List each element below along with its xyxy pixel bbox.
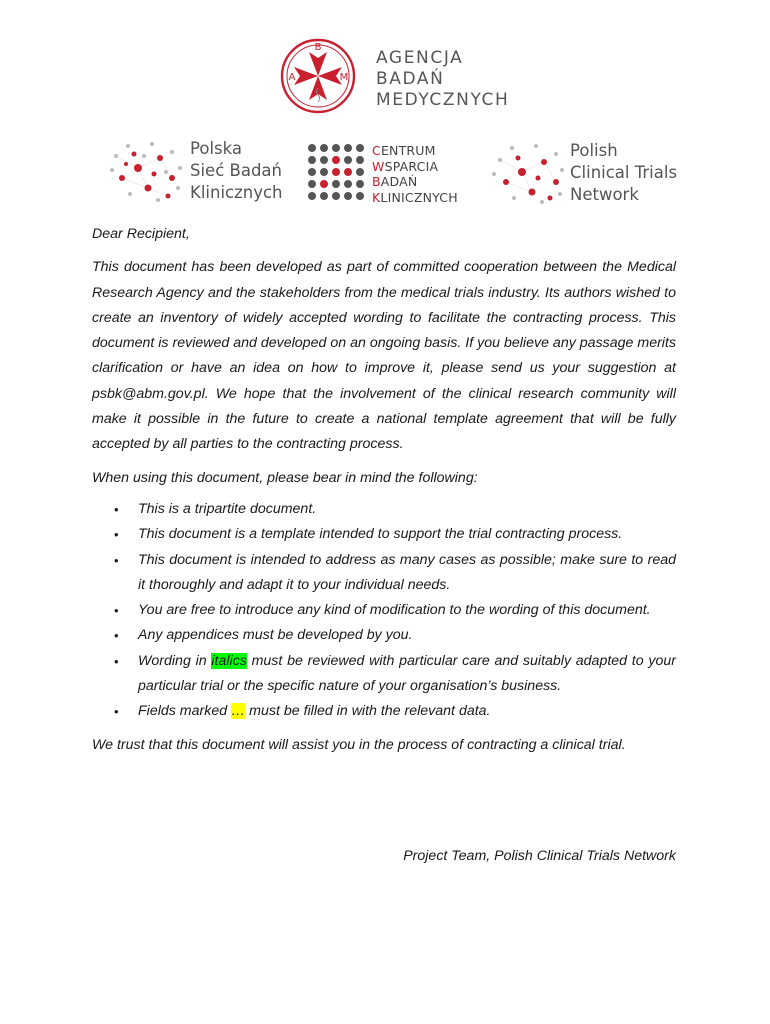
bullet-icon: • xyxy=(114,527,119,543)
dot-grid-icon xyxy=(306,142,368,208)
cwbk-name-line: KLINICZNYCH xyxy=(372,189,458,205)
list-item: • You are free to introduce any kind of modification to the wording of this document. xyxy=(92,598,676,623)
svg-text:M: M xyxy=(339,72,349,83)
signature: Project Team, Polish Clinical Trials Network xyxy=(403,848,676,864)
list-item: • This document is intended to address as many cases as possible; make sure to read it thoroughly and adapt it to your individual needs. xyxy=(92,548,676,599)
cwbk-name xyxy=(372,143,458,205)
bullet-icon: • xyxy=(114,552,119,568)
bullet-icon: • xyxy=(114,653,119,669)
cwbk-name-line: CENTRUM xyxy=(372,143,436,158)
svg-text:B: B xyxy=(314,42,322,53)
abm-logo xyxy=(272,36,522,116)
guidelines-list xyxy=(92,497,676,725)
network-dots-icon xyxy=(108,138,188,204)
letter-body xyxy=(92,222,676,758)
svg-text:A: A xyxy=(288,72,296,83)
network-dots-icon xyxy=(490,140,566,208)
salutation: Dear Recipient, xyxy=(92,226,190,242)
pctn-name-line: Polish xyxy=(570,141,618,160)
abm-name xyxy=(376,48,509,111)
cwbk-name-line: WSPARCIA xyxy=(372,158,439,174)
pctn-name-line: Clinical Trials xyxy=(570,163,678,182)
abm-name-line: BADAŃ xyxy=(376,69,445,89)
pscb-name-line: Sieć Badań xyxy=(190,161,282,180)
list-item: • Fields marked … must be filled in with the relevant data. xyxy=(92,699,676,724)
list-item: • Any appendices must be developed by you. xyxy=(92,623,676,648)
closing-paragraph: We trust that this document will assist you in the process of contracting a clinical trial. xyxy=(92,736,626,753)
list-item: • Wording in italics must be reviewed with particular care and suitably adapted to your particular trial or the specific nature of your organisation’s business. xyxy=(92,649,676,700)
bullet-icon: • xyxy=(114,501,119,517)
intro-paragraph: This document has been developed as part of committed cooperation between the Medical Research Agency and the stakeholders from the medical trials industry. Its authors wished to create an inventory of widely accepted wording to facilitate the contracting process. This document is reviewed and developed on an ongoing basis. If you believe any passage merits clarification or have an idea on how to improve it, please send us your suggestion at psbk@abm.gov.pl. We hope that the involvement of the clinical research community will make it possible in the future to create a national template agreement that will be fully accepted by all parties to the contracting process. xyxy=(92,259,676,453)
list-item: • This is a tripartite document. xyxy=(92,497,676,522)
bullet-icon: • xyxy=(114,628,119,644)
pctn-logo xyxy=(490,140,700,210)
cwbk-logo xyxy=(306,142,476,208)
guidelines-intro: When using this document, please bear in mind the following: xyxy=(92,469,478,486)
pscb-name-line: Polska xyxy=(190,139,243,158)
pctn-name xyxy=(570,140,677,206)
abm-name-line: MEDYCZNYCH xyxy=(376,90,510,110)
highlight-italics: italics xyxy=(211,652,247,669)
bullet-icon: • xyxy=(114,704,119,720)
abm-name-line: AGENCJA xyxy=(376,48,464,68)
pctn-name-line: Network xyxy=(570,185,639,204)
abm-emblem-icon xyxy=(272,36,368,116)
list-item: • This document is a template intended to support the trial contracting process. xyxy=(92,522,676,547)
highlight-field-marker: … xyxy=(231,703,246,720)
pscb-logo xyxy=(108,136,298,208)
pscb-name-line: Klinicznych xyxy=(190,183,283,202)
bullet-icon: • xyxy=(114,603,119,619)
pscb-name xyxy=(190,138,283,204)
cwbk-name-line: BADAŃ xyxy=(372,174,418,189)
